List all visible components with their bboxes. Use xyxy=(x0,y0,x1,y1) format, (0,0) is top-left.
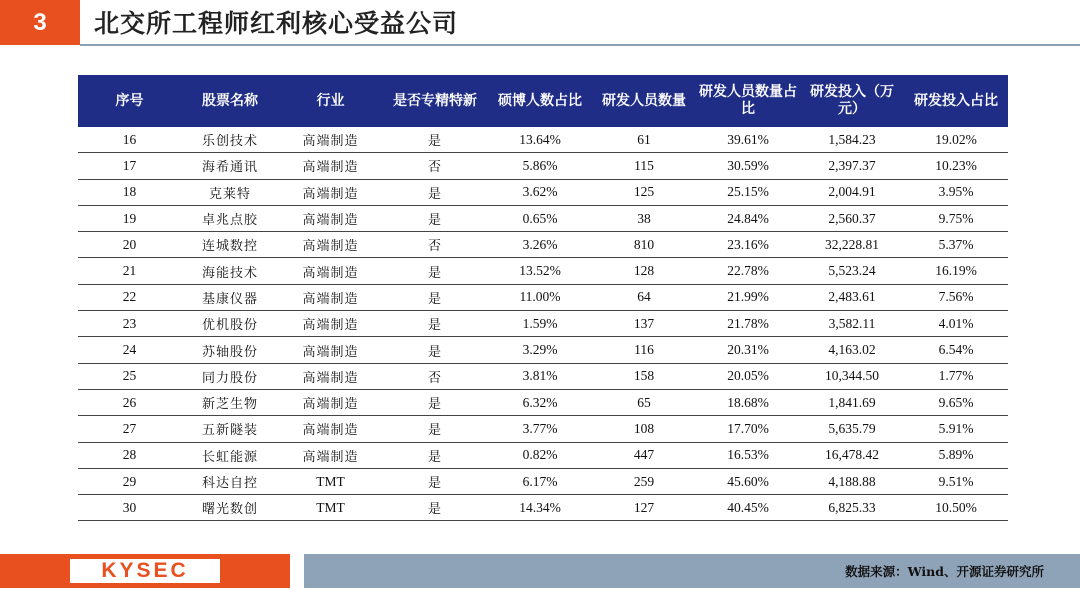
table-row xyxy=(78,127,1008,153)
table-cell: 是 xyxy=(382,258,488,284)
table-cell: 22 xyxy=(78,284,181,310)
table-cell: TMT xyxy=(279,468,382,494)
table-cell: 是 xyxy=(382,311,488,337)
table-cell: 3.95% xyxy=(904,179,1008,205)
table-cell: 61 xyxy=(592,127,696,153)
table-row xyxy=(78,205,1008,231)
table-cell: 10,344.50 xyxy=(800,363,904,389)
table-cell: 24.84% xyxy=(696,205,800,231)
table-row xyxy=(78,495,1008,521)
table-cell: 108 xyxy=(592,416,696,442)
table-cell: 3.29% xyxy=(488,337,592,363)
col-header: 行业 xyxy=(279,75,382,127)
col-header: 股票名称 xyxy=(181,75,279,127)
table-cell: 14.34% xyxy=(488,495,592,521)
table-cell: 是 xyxy=(382,468,488,494)
table-cell: 2,004.91 xyxy=(800,179,904,205)
table-cell: 5.86% xyxy=(488,153,592,179)
table-cell: 是 xyxy=(382,495,488,521)
table-cell: 65 xyxy=(592,389,696,415)
table-cell: 同力股份 xyxy=(181,363,279,389)
table-cell: 16.19% xyxy=(904,258,1008,284)
table-cell: 高端制造 xyxy=(279,337,382,363)
table-cell: 26 xyxy=(78,389,181,415)
table-cell: 新芝生物 xyxy=(181,389,279,415)
table-cell: 64 xyxy=(592,284,696,310)
table-cell: 20.05% xyxy=(696,363,800,389)
table-cell: 25 xyxy=(78,363,181,389)
table-cell: 2,483.61 xyxy=(800,284,904,310)
table-cell: 否 xyxy=(382,363,488,389)
table-cell: 125 xyxy=(592,179,696,205)
table-cell: 6.32% xyxy=(488,389,592,415)
table-cell: 5,523.24 xyxy=(800,258,904,284)
table-cell: 5.37% xyxy=(904,232,1008,258)
table-cell: 116 xyxy=(592,337,696,363)
table-row xyxy=(78,363,1008,389)
table-cell: 18.68% xyxy=(696,389,800,415)
col-header: 是否专精特新 xyxy=(382,75,488,127)
table-cell: 高端制造 xyxy=(279,416,382,442)
table-cell: 38 xyxy=(592,205,696,231)
table-cell: 16 xyxy=(78,127,181,153)
table-cell: 39.61% xyxy=(696,127,800,153)
table-cell: 7.56% xyxy=(904,284,1008,310)
table-row xyxy=(78,416,1008,442)
table-cell: 曙光数创 xyxy=(181,495,279,521)
slide-number: 3 xyxy=(0,0,80,45)
table-cell: 高端制造 xyxy=(279,258,382,284)
title-divider xyxy=(80,44,1080,46)
table-cell: 158 xyxy=(592,363,696,389)
table-cell: 高端制造 xyxy=(279,153,382,179)
table-cell: 21.78% xyxy=(696,311,800,337)
col-header: 研发投入占比 xyxy=(904,75,1008,127)
table-cell: 高端制造 xyxy=(279,205,382,231)
col-header: 硕博人数占比 xyxy=(488,75,592,127)
table-cell: 苏轴股份 xyxy=(181,337,279,363)
table-cell: 17.70% xyxy=(696,416,800,442)
table-cell: 22.78% xyxy=(696,258,800,284)
table-cell: 3,582.11 xyxy=(800,311,904,337)
table-cell: 127 xyxy=(592,495,696,521)
kysec-logo: KYSEC xyxy=(70,559,220,583)
table-cell: 19.02% xyxy=(904,127,1008,153)
table-cell: 5.89% xyxy=(904,442,1008,468)
col-header: 研发人员数量 xyxy=(592,75,696,127)
table-cell: 11.00% xyxy=(488,284,592,310)
table-cell: 1.77% xyxy=(904,363,1008,389)
table-cell: 1.59% xyxy=(488,311,592,337)
table-cell: 海能技术 xyxy=(181,258,279,284)
table-cell: 6,825.33 xyxy=(800,495,904,521)
table-cell: 是 xyxy=(382,442,488,468)
table-cell: 高端制造 xyxy=(279,442,382,468)
table-cell: 6.54% xyxy=(904,337,1008,363)
table-cell: 20 xyxy=(78,232,181,258)
table-cell: 137 xyxy=(592,311,696,337)
table-cell: 16.53% xyxy=(696,442,800,468)
table-cell: 45.60% xyxy=(696,468,800,494)
table-cell: 高端制造 xyxy=(279,389,382,415)
table-cell: 1,841.69 xyxy=(800,389,904,415)
table-row xyxy=(78,337,1008,363)
table-cell: 29 xyxy=(78,468,181,494)
table-cell: 是 xyxy=(382,284,488,310)
table-cell: TMT xyxy=(279,495,382,521)
table-row xyxy=(78,153,1008,179)
table-cell: 否 xyxy=(382,232,488,258)
table-cell: 115 xyxy=(592,153,696,179)
slide-title: 北交所工程师红利核心受益公司 xyxy=(94,9,459,38)
table-cell: 高端制造 xyxy=(279,311,382,337)
table-row xyxy=(78,311,1008,337)
table-cell: 9.65% xyxy=(904,389,1008,415)
table-cell: 2,397.37 xyxy=(800,153,904,179)
table-cell: 长虹能源 xyxy=(181,442,279,468)
table-cell: 优机股份 xyxy=(181,311,279,337)
table-cell: 3.81% xyxy=(488,363,592,389)
table-cell: 447 xyxy=(592,442,696,468)
table-cell: 高端制造 xyxy=(279,179,382,205)
table-row xyxy=(78,232,1008,258)
table-cell: 13.64% xyxy=(488,127,592,153)
table-cell: 3.26% xyxy=(488,232,592,258)
table-cell: 13.52% xyxy=(488,258,592,284)
table-cell: 是 xyxy=(382,127,488,153)
table-header-row xyxy=(78,75,1008,127)
table-cell: 0.65% xyxy=(488,205,592,231)
table-cell: 30.59% xyxy=(696,153,800,179)
table-cell: 高端制造 xyxy=(279,284,382,310)
table-cell: 810 xyxy=(592,232,696,258)
rd-table xyxy=(78,75,1008,521)
table-cell: 4,163.02 xyxy=(800,337,904,363)
table-row xyxy=(78,468,1008,494)
table-cell: 10.50% xyxy=(904,495,1008,521)
table-cell: 6.17% xyxy=(488,468,592,494)
table-cell: 是 xyxy=(382,179,488,205)
table-cell: 40.45% xyxy=(696,495,800,521)
col-header: 研发人员数量占比 xyxy=(696,75,800,127)
footer-logo-bar xyxy=(0,554,290,588)
table-cell: 3.62% xyxy=(488,179,592,205)
table-cell: 4,188.88 xyxy=(800,468,904,494)
table-cell: 1,584.23 xyxy=(800,127,904,153)
table-cell: 乐创技术 xyxy=(181,127,279,153)
table-cell: 21 xyxy=(78,258,181,284)
table-cell: 是 xyxy=(382,205,488,231)
table-cell: 9.51% xyxy=(904,468,1008,494)
table-cell: 9.75% xyxy=(904,205,1008,231)
table-cell: 3.77% xyxy=(488,416,592,442)
table-cell: 259 xyxy=(592,468,696,494)
table-cell: 高端制造 xyxy=(279,127,382,153)
col-header: 研发投入（万元） xyxy=(800,75,904,127)
table-cell: 25.15% xyxy=(696,179,800,205)
table-cell: 17 xyxy=(78,153,181,179)
table-cell: 是 xyxy=(382,337,488,363)
table-cell: 基康仪器 xyxy=(181,284,279,310)
table-cell: 19 xyxy=(78,205,181,231)
table-cell: 16,478.42 xyxy=(800,442,904,468)
table-cell: 五新隧装 xyxy=(181,416,279,442)
data-source: 数据来源：Wind、开源证券研究所 xyxy=(845,564,1044,579)
table-cell: 卓兆点胶 xyxy=(181,205,279,231)
table-cell: 5.91% xyxy=(904,416,1008,442)
table-cell: 24 xyxy=(78,337,181,363)
table-cell: 5,635.79 xyxy=(800,416,904,442)
table-cell: 32,228.81 xyxy=(800,232,904,258)
table-cell: 海希通讯 xyxy=(181,153,279,179)
table-cell: 28 xyxy=(78,442,181,468)
table-cell: 23.16% xyxy=(696,232,800,258)
table-cell: 27 xyxy=(78,416,181,442)
table-cell: 18 xyxy=(78,179,181,205)
table-cell: 是 xyxy=(382,416,488,442)
table-cell: 128 xyxy=(592,258,696,284)
footer-source-bar xyxy=(304,554,1080,588)
table-cell: 23 xyxy=(78,311,181,337)
table-row xyxy=(78,389,1008,415)
table-row xyxy=(78,258,1008,284)
table-cell: 科达自控 xyxy=(181,468,279,494)
table-cell: 21.99% xyxy=(696,284,800,310)
col-header: 序号 xyxy=(78,75,181,127)
table-row xyxy=(78,284,1008,310)
table-row xyxy=(78,442,1008,468)
table-cell: 高端制造 xyxy=(279,232,382,258)
table-cell: 4.01% xyxy=(904,311,1008,337)
table-cell: 10.23% xyxy=(904,153,1008,179)
table-row xyxy=(78,179,1008,205)
table-cell: 20.31% xyxy=(696,337,800,363)
table-cell: 2,560.37 xyxy=(800,205,904,231)
table-cell: 高端制造 xyxy=(279,363,382,389)
table-cell: 否 xyxy=(382,153,488,179)
table-cell: 30 xyxy=(78,495,181,521)
table-cell: 是 xyxy=(382,389,488,415)
table-cell: 克莱特 xyxy=(181,179,279,205)
table-cell: 连城数控 xyxy=(181,232,279,258)
table-cell: 0.82% xyxy=(488,442,592,468)
